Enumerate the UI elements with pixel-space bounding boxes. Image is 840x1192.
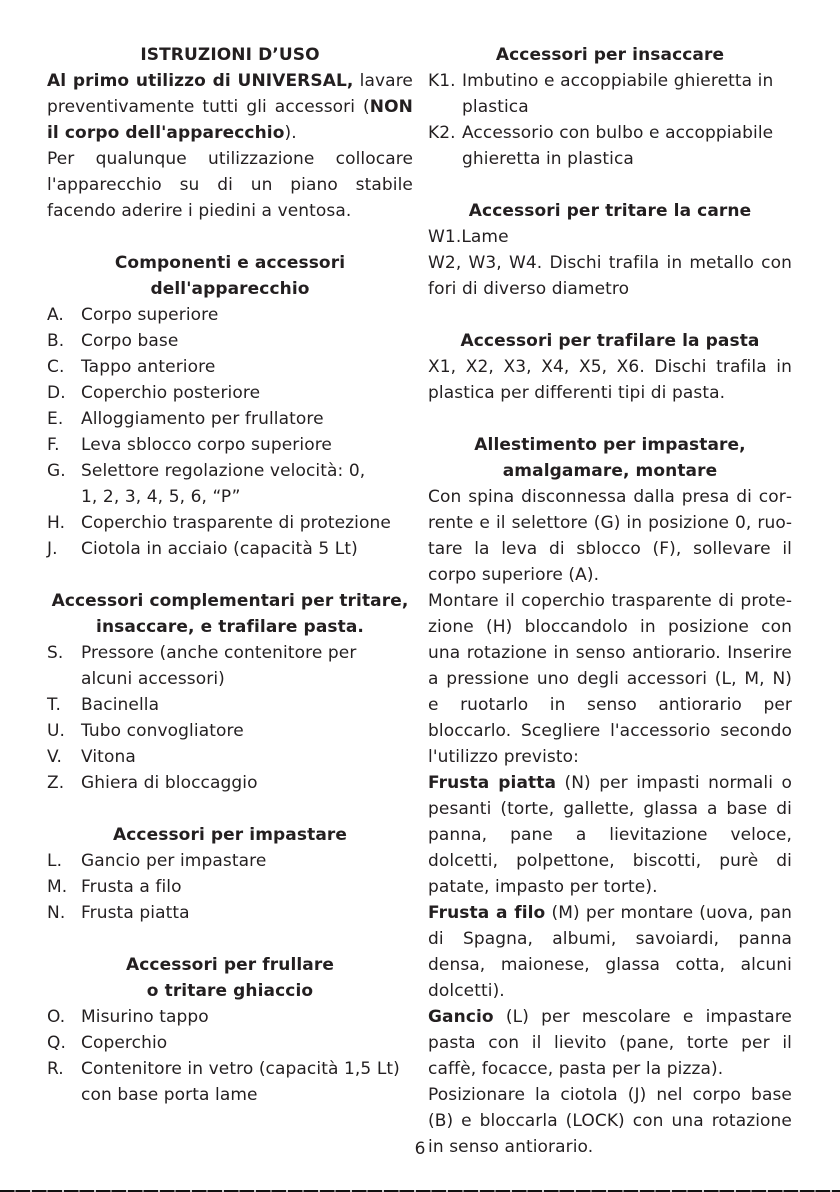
- spacer: [47, 796, 413, 822]
- left-column: [47, 42, 413, 1108]
- right-column: [428, 42, 792, 1160]
- list-item: N. Frusta piatta: [47, 903, 190, 923]
- list-item: S. Pressore (anche contenitore per alcuni accessori): [47, 643, 357, 689]
- page-title: ISTRUZIONI D’USO: [140, 45, 320, 65]
- list-item: E. Alloggiamento per frullatore: [47, 409, 324, 429]
- placement-paragraph: Per qualunque utilizzazione collocare l'apparecchio su di un piano stabile facendo aderire i piedini a ventosa.: [47, 149, 413, 221]
- mincing-heading: Accessori per tritare la carne: [468, 201, 752, 221]
- complementary-heading: Accessori complementari per tritare, insaccare, e trafilare pasta.: [51, 591, 409, 637]
- list-item: M. Frusta a filo: [47, 877, 182, 897]
- stuffing-list: [428, 68, 792, 172]
- setup-heading: Allestimento per impastare, amalgamare, montare: [474, 435, 746, 481]
- spacer: [428, 302, 792, 328]
- spacer: [47, 926, 413, 952]
- setup-paragraph-flat-beater: Frusta piatta (N) per impasti normali o pesanti (torte, gallette, glassa a base di panna, pane a lievitazione veloce, dolcetti, polpettone, biscotti, purè di patate, impasto per torte).: [428, 773, 792, 897]
- setup-paragraph-1: Con spina disconnessa dalla presa di corrente e il selettore (G) in posizione 0, ruotare la leva di sblocco (F), sollevare il corpo superiore (A).: [428, 487, 792, 585]
- setup-paragraph-2: Montare il coperchio trasparente di protezione (H) bloccandolo in posizione con una rotazione in senso antiorario. Inserire a pressione uno degli accessori (L, M, N) e ruotarlo in senso antiorario per bloccarlo. Scegliere l'accessorio secondo l'utilizzo previsto:: [428, 591, 792, 767]
- list-item: A. Corpo superiore: [47, 305, 219, 325]
- list-item: U. Tubo convogliatore: [47, 721, 244, 741]
- pasta-paragraph: X1, X2, X3, X4, X5, X6. Dischi trafila in plastica per differenti tipi di pasta.: [428, 357, 792, 403]
- blending-list: [47, 1004, 413, 1108]
- mincing-w234: W2, W3, W4. Dischi trafila in metallo con fori di diverso diametro: [428, 253, 792, 299]
- list-item: J. Ciotola in acciaio (capacità 5 Lt): [47, 539, 358, 559]
- intro-bold-warning: NON il corpo dell'apparecchio: [47, 97, 413, 143]
- list-item: K2. Accessorio con bulbo e accoppiabile ghieretta in plastica: [428, 123, 774, 169]
- list-item: B. Corpo base: [47, 331, 179, 351]
- list-item: O. Misurino tappo: [47, 1007, 209, 1027]
- setup-paragraph-bowl: Posizionare la ciotola (J) nel corpo base (B) e bloccarla (LOCK) con una rotazione in senso antiorario.: [428, 1085, 792, 1157]
- list-item: Z. Ghiera di bloccaggio: [47, 773, 258, 793]
- list-item: T. Bacinella: [47, 695, 160, 715]
- list-item: C. Tappo anteriore: [47, 357, 216, 377]
- pasta-heading: Accessori per trafilare la pasta: [460, 331, 760, 351]
- components-list: [47, 302, 413, 562]
- complementary-list: [47, 640, 413, 796]
- spacer: [428, 406, 792, 432]
- spacer: [47, 562, 413, 588]
- list-item: R. Contenitore in vetro (capacità 1,5 Lt) con base porta lame: [47, 1059, 400, 1105]
- kneading-heading: Accessori per impastare: [113, 825, 347, 845]
- list-item: L. Gancio per impastare: [47, 851, 267, 871]
- mincing-w1: W1.Lame: [428, 227, 509, 247]
- list-item: G. Selettore regolazione velocità: 0, 1, 2, 3, 4, 5, 6, “P”: [47, 461, 366, 507]
- list-item: D. Coperchio posteriore: [47, 383, 261, 403]
- intro-bold-lead: Al primo utilizzo di UNIVERSAL,: [47, 71, 354, 91]
- list-item: V. Vitona: [47, 747, 136, 767]
- page-number: 6: [414, 1139, 426, 1159]
- setup-paragraph-hook: Gancio (L) per mescolare e impastare pasta con il lievito (pane, torte per il caffè, focacce, pasta per la pizza).: [428, 1007, 792, 1079]
- list-item: Q. Coperchio: [47, 1033, 168, 1053]
- intro-paragraph: Al primo utilizzo di UNIVERSAL, lavare preventivamente tutti gli accessori (NON il corpo dell'apparecchio).: [47, 71, 413, 143]
- kneading-list: [47, 848, 413, 926]
- setup-paragraph-whisk: Frusta a filo (M) per montare (uova, pan di Spagna, albumi, savoiardi, panna densa, maionese, glassa cotta, alcuni dolcetti).: [428, 903, 792, 1001]
- list-item: K1. Imbutino e accoppiabile ghieretta in plastica: [428, 71, 774, 117]
- components-heading: Componenti e accessori dell'apparecchio: [114, 253, 346, 299]
- blending-heading: Accessori per frullare o tritare ghiaccio: [125, 955, 334, 1001]
- list-item: H. Coperchio trasparente di protezione: [47, 513, 391, 533]
- spacer: [47, 224, 413, 250]
- spacer: [428, 172, 792, 198]
- stuffing-heading: Accessori per insaccare: [495, 45, 725, 65]
- list-item: F. Leva sblocco corpo superiore: [47, 435, 332, 455]
